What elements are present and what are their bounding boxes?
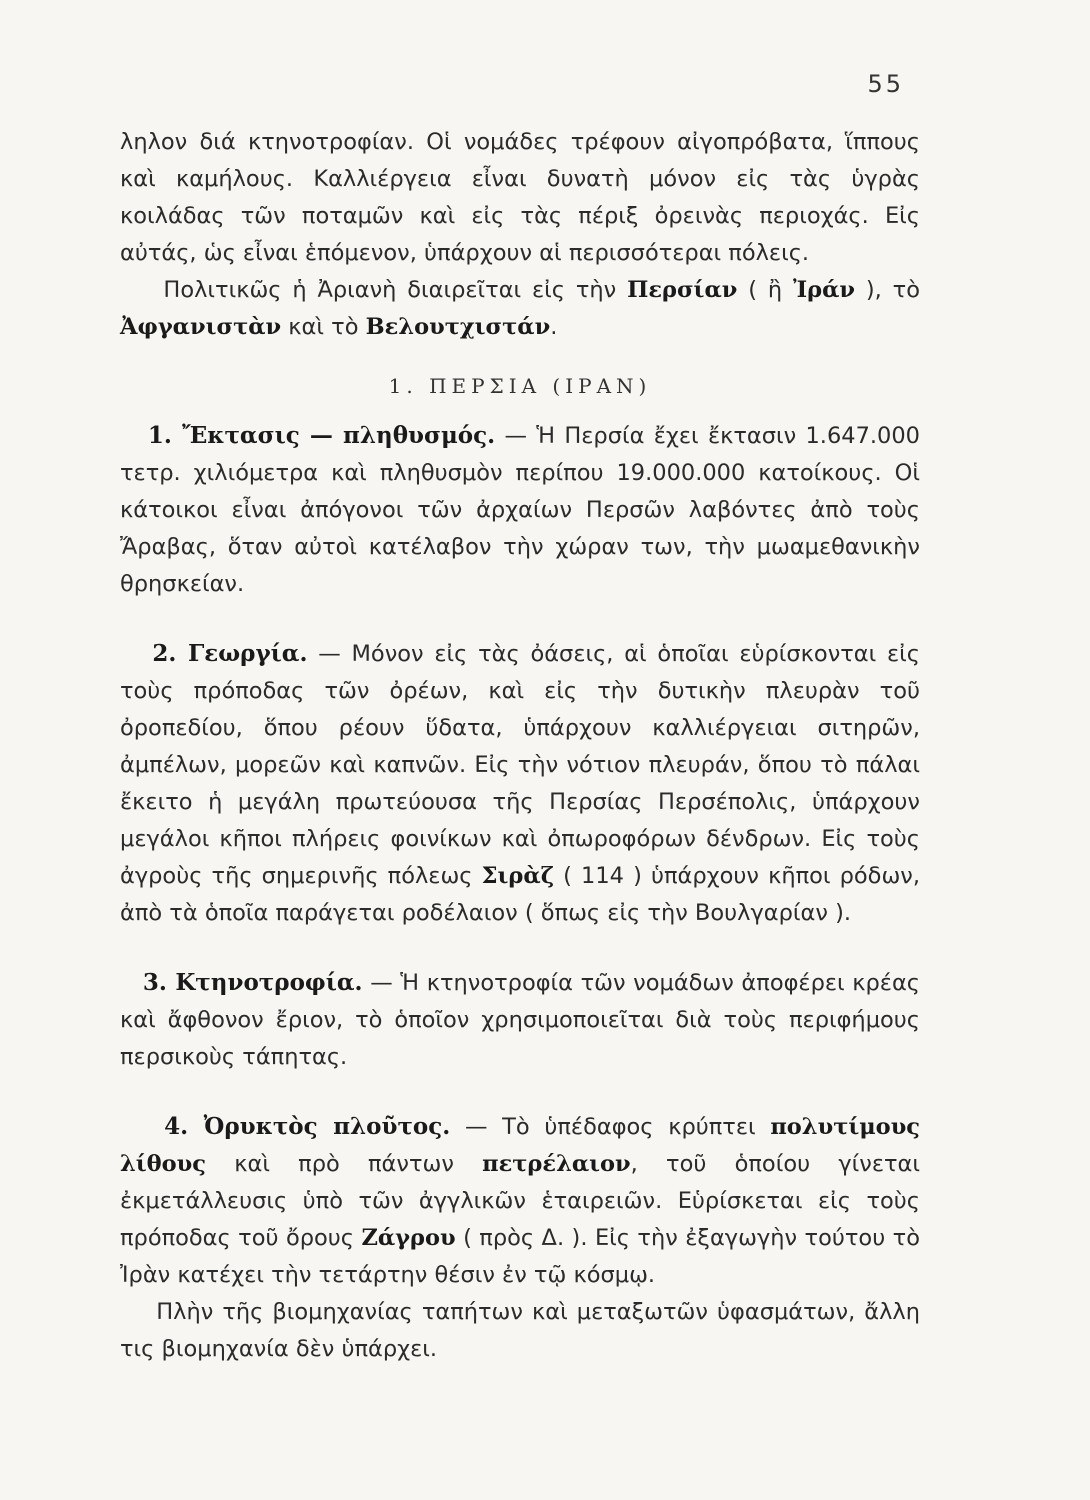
petroleum-term: πετρέλαιον (482, 1151, 631, 1177)
and-text: καὶ τὸ (281, 314, 366, 340)
section-3-heading: 3. Κτηνοτροφία. (142, 969, 363, 996)
intro-text: ληλον διά κτηνοτροφίαν. Οἱ νομάδες τρέφουν αἰγοπρόβατα, ἵππους καὶ καμήλους. Καλλιέργεια εἶναι δυνατὴ μόνον εἰς τὰς ὑγρὰς κοιλάδας τῶν ποταμῶν καὶ εἰς τὰς πέριξ ὀρεινὰς περιοχάς. Εἰς αὐτάς, ὡς εἶναι ἑπόμενον, ὑπάρχουν αἱ περισσότεραι πόλεις. (120, 129, 920, 266)
persia-term: Περσίαν (627, 277, 738, 303)
section-3 (120, 964, 920, 1076)
section-1 (120, 417, 920, 603)
page-number: 55 (867, 70, 904, 98)
section-4-text-mid1: καὶ πρὸ πάντων (206, 1151, 483, 1177)
section-4-text-mid2: , τοῦ ὁποίου γίνεται ἐκμετάλλευσις ὑπὸ τῶν ἀγγλικῶν ἑταιρειῶν. Εὑρίσκεται εἰς τοὺς πρόποδας τοῦ ὄρους (120, 1151, 920, 1251)
closing-text: Πλὴν τῆς βιομηχανίας ταπήτων καὶ μεταξωτῶν ὑφασμάτων, ἄλλη τις βιομηχανία δὲν ὑπάρχει. (120, 1299, 920, 1362)
iran-paren-close: ), (855, 277, 882, 303)
intro-paragraph (120, 124, 920, 272)
section-title: 1. ΠΕΡΣΙΑ (ΙΡΑΝ) (388, 374, 652, 398)
intro-end: . (550, 314, 558, 340)
spacer (120, 932, 920, 964)
body-text (120, 124, 920, 1368)
section-4-text: — Τὸ ὑπέδαφος κρύπτει (450, 1114, 771, 1140)
section-1-heading: 1. Ἔκτασις — πληθυσμός. (147, 422, 496, 449)
iran-paren-open: ( ἢ (737, 277, 793, 303)
politics-text: Πολιτικῶς ἡ Ἀριανὴ διαιρεῖται εἰς τὴν (163, 277, 628, 303)
shiraz-term: Σιρὰζ (481, 863, 555, 889)
afghanistan-term: Ἀφγανιστὰν (120, 314, 282, 340)
precious-stones-term: πολυτίμους λίθους (120, 1114, 921, 1177)
section-2 (120, 635, 920, 932)
section-3-text: — Ἡ κτηνοτροφία τῶν νομάδων ἀποφέρει κρέας καὶ ἄφθονον ἔριον, τὸ ὁποῖον χρησιμοποιεῖται διὰ τοὺς περιφήμους περσικοὺς τάπητας. (120, 970, 920, 1070)
section-1-text: — Ἡ Περσία ἔχει ἔκτασιν 1.647.000 τετρ. χιλιόμετρα καὶ πληθυσμὸν περίπου 19.000.000 κατοίκους. Οἱ κάτοικοι εἶναι ἀπόγονοι τῶν ἀρχαίων Περσῶν λαβόντες ἀπὸ τοὺς Ἄραβας, ὅταν αὐτοὶ κατέλαβον τὴν χώραν των, τὴν μωαμεθανικὴν θρησκείαν. (120, 423, 920, 597)
section-4 (120, 1108, 920, 1294)
section-2-text-end: ( 114 ) ὑπάρχουν κῆποι ρόδων, ἀπὸ τὰ ὁποῖα παράγεται ροδέλαιον ( ὅπως εἰς τὴν Βουλγαρίαν ). (120, 863, 921, 926)
baluchistan-term: Βελουτχιστάν (365, 314, 551, 340)
to-text: τὸ (881, 277, 920, 303)
section-4-text-end: ( πρὸς Δ. ). Εἰς τὴν ἐξαγωγὴν τούτου τὸ Ἰρὰν κατέχει τὴν τετάρτην θέσιν ἐν τῷ κόσμῳ. (120, 1225, 920, 1288)
iran-term: Ἰράν (792, 277, 856, 303)
spacer (120, 1076, 920, 1108)
section-4-heading: 4. Ὀρυκτὸς πλοῦτος. (164, 1113, 451, 1140)
section-2-heading: 2. Γεωργία. (152, 640, 308, 667)
spacer (120, 603, 920, 635)
closing-paragraph (120, 1294, 920, 1368)
politics-paragraph (120, 272, 920, 346)
section-2-text: — Μόνον εἰς τὰς ὀάσεις, αἱ ὁποῖαι εὑρίσκονται εἰς τοὺς πρόποδας τῶν ὀρέων, καὶ εἰς τὴν δυτικὴν πλευρὰν τοῦ ὀροπεδίου, ὅπου ρέουν ὕδατα, ὑπάρχουν καλλιέργειαι σιτηρῶν, ἀμπέλων, μορεῶν καὶ καπνῶν. Εἰς τὴν νότιον πλευράν, ὅπου τὸ πάλαι ἔκειτο ἡ μεγάλη πρωτεύουσα τῆς Περσίας Περσέπολις, ὑπάρχουν μεγάλοι κῆποι πλήρεις φοινίκων καὶ ὀπωροφόρων δένδρων. Εἰς τοὺς ἀγροὺς τῆς σημερινῆς πόλεως (120, 641, 921, 889)
zagros-term: Ζάγρου (361, 1225, 456, 1251)
